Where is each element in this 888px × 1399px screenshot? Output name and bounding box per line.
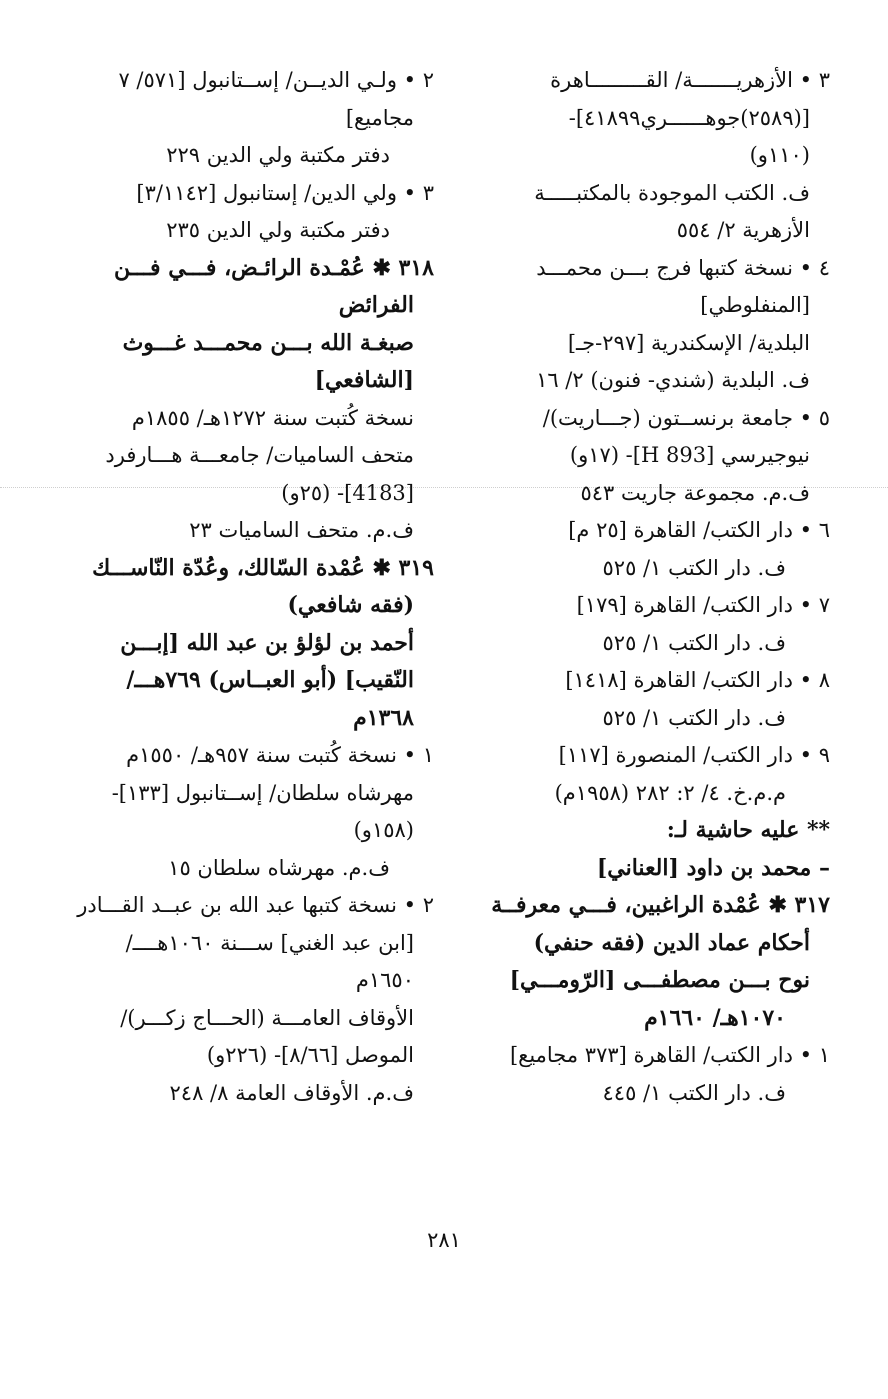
text-line: ٩ • دار الكتب/ المنصورة [١١٧] [558, 743, 830, 767]
text-line: ٣ • الأزهريـــــــة/ القـــــــــاهرة [550, 68, 830, 92]
text-line: ٧ • دار الكتب/ القاهرة [١٧٩] [576, 593, 830, 617]
left-column [77, 62, 434, 1112]
text-line: [الشافعي] [314, 367, 414, 393]
text-line: ف. دار الكتب ١/ ٥٢٥ [602, 705, 786, 730]
text-line: الفرائض [338, 292, 414, 318]
text-line: أحمد بن لؤلؤ بن عبد الله [إبـــن [120, 629, 414, 656]
text-line: الأوقاف العامـــة (الحـــاج زكـــر)/ [120, 1005, 414, 1030]
text-line: ف.م. مهرشاه سلطان ١٥ [168, 855, 390, 880]
text-line: – محمد بن داود [العناني] [596, 854, 830, 881]
text-line: ٢ • نسخة كتبها عبد الله بن عبــد القـــادر [77, 893, 434, 917]
text-line: البلدية/ الإسكندرية [٢٩٧-جـ] [567, 330, 810, 355]
text-line: م.م.خ. ٤/ ٢: ٢٨٢ (١٩٥٨م) [554, 780, 786, 805]
text-line: [ابن عبد الغني] ســـنة ١٠٦٠هــــ/ [125, 930, 414, 955]
text-line: ٢ • ولـي الديــن/ إســتانبول [٥٧١/ ٧ [118, 68, 434, 92]
text-line: ف. دار الكتب ١/ ٥٢٥ [602, 630, 786, 655]
text-line: ١٦٥٠م [355, 968, 414, 992]
text-line: النّقيب] (أبو العبــاس) ٧٦٩هـــ/ [126, 667, 414, 693]
text-line: [المنفلوطي] [700, 293, 810, 317]
text-line: ٣١٧ ✱ عُمْدة الراغبين، فـــي معرفــة [491, 892, 830, 918]
text-line: ٦ • دار الكتب/ القاهرة [٢٥ م] [568, 518, 830, 542]
text-line: نوح بـــن مصطفـــى [الرّومـــي] [509, 967, 810, 993]
text-line: ١ • نسخة كُتبت سنة ٩٥٧هـ/ ١٥٥٠م [126, 743, 434, 767]
text-line: ** عليه حاشية لـ: [666, 817, 830, 843]
text-line: مجاميع] [345, 105, 414, 130]
text-line: نيوجيرسي [893 H]- (١٧و) [569, 443, 810, 467]
text-line: (١١٠و) [749, 143, 810, 167]
text-line: ١٠٧٠هـ/ ١٦٦٠م [644, 1004, 786, 1031]
text-line: (فقه شافعي) [287, 592, 414, 618]
text-line: ف.م. مجموعة جاريت ٥٤٣ [580, 480, 810, 505]
text-line: ف. دار الكتب ١/ ٤٤٥ [602, 1080, 786, 1105]
text-line: ٤ • نسخة كتبها فرج بـــن محمـــد [536, 255, 830, 280]
text-line: ف.م. متحف الساميات ٢٣ [189, 518, 414, 542]
text-line: دفتر مكتبة ولي الدين ٢٣٥ [166, 218, 390, 242]
text-line: متحف الساميات/ جامعـــة هـــارفرد [105, 443, 414, 467]
text-line: ف. الكتب الموجودة بالمكتبـــــة [534, 180, 810, 205]
text-line: ف. البلدية (شندي- فنون) ٢/ ١٦ [536, 368, 810, 392]
text-line: ٨ • دار الكتب/ القاهرة [١٤١٨] [565, 668, 830, 692]
text-line: ١٣٦٨م [353, 704, 414, 731]
text-line: (١٥٨و) [353, 818, 414, 842]
text-line: ٥ • جامعة برنســتون (جـــاريت)/ [542, 405, 830, 430]
text-line: [4183]- (٢٥و) [281, 480, 414, 505]
text-line: نسخة كُتبت سنة ١٢٧٢هـ/ ١٨٥٥م [131, 405, 414, 430]
text-line: ف. دار الكتب ١/ ٥٢٥ [602, 555, 786, 580]
text-line: دفتر مكتبة ولي الدين ٢٢٩ [166, 143, 390, 167]
text-line: ف.م. الأوقاف العامة ٨/ ٢٤٨ [169, 1080, 414, 1105]
text-line: ٣١٨ ✱ عُمْـدة الرائـض، فـــي فـــن [113, 254, 434, 281]
text-line: مهرشاه سلطان/ إســتانبول [١٣٣]- [111, 780, 414, 805]
right-column [458, 62, 830, 1112]
text-line: الأزهرية ٢/ ٥٥٤ [676, 218, 810, 242]
text-line: صبغـة الله بـــن محمـــد غـــوث [122, 329, 414, 356]
text-line: أحكام عماد الدين (فقه حنفي) [533, 929, 810, 956]
text-line: ٣ • ولي الدين/ إستانبول [٣/١١٤٢] [136, 180, 434, 205]
text-line: ١ • دار الكتب/ القاهرة [٣٧٣ مجاميع] [509, 1043, 830, 1067]
text-line: الموصل [٨/٦٦]- (٢٢٦و) [206, 1043, 414, 1067]
text-line: [(٢٥٨٩)جوهــــــري٤١٨٩٩]- [568, 105, 810, 130]
page-number: ٢٨١ [427, 1228, 461, 1252]
text-line: ٣١٩ ✱ عُمْدة السّالك، وعُدّة النّاســـك [92, 554, 434, 581]
